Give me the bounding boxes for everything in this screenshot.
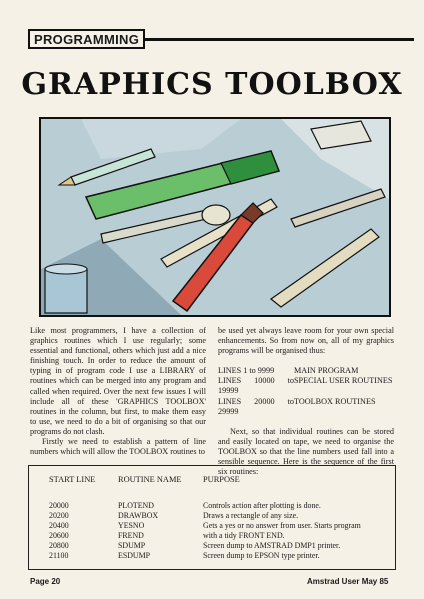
table-cell-name: SDUMP bbox=[118, 541, 146, 550]
table-cell-name: PLOTEND bbox=[118, 501, 154, 510]
routine-table bbox=[28, 465, 396, 570]
line-range-purpose: SPECIAL USER ROUTINES bbox=[294, 376, 393, 386]
article-column-right bbox=[218, 326, 394, 477]
article-column-left bbox=[30, 326, 206, 457]
table-cell-purpose: Gets a yes or no answer from user. Starts program bbox=[203, 521, 361, 530]
page-number: Page 20 bbox=[30, 577, 61, 586]
illustration-drawing-tools bbox=[39, 117, 391, 317]
line-range: LINES 20000 to 29999 bbox=[218, 396, 294, 416]
table-cell-purpose: Screen dump to EPSON type printer. bbox=[203, 551, 320, 560]
line-range-purpose: TOOLBOX ROUTINES bbox=[294, 396, 376, 406]
table-cell-purpose: Draws a rectangle of any size. bbox=[203, 511, 299, 520]
line-range: LINES 1 to 9999 bbox=[218, 366, 275, 376]
section-label: PROGRAMMING bbox=[28, 29, 145, 49]
table-cell-start: 20400 bbox=[49, 521, 69, 530]
paragraph: Like most programmers, I have a collection of graphics routines which I use regularly; some essential and functional, others which just add a nice finishing touch. In order to reduce the amount of typing in of program code I use a LIBRARY of routines which can be merged into any program and called when required. Over the next few issues I will include all of these 'GRAPHICS TOOLBOX' routines in the column, but first, to make them easy to use, we need to do a bit of organising so that our programs do not clash. bbox=[30, 326, 206, 436]
table-cell-name: YESNO bbox=[118, 521, 145, 530]
column-header-purpose: PURPOSE bbox=[203, 475, 240, 484]
table-cell-purpose: Screen dump to AMSTRAD DMP1 printer. bbox=[203, 541, 341, 550]
table-cell-purpose: with a tidy FRONT END. bbox=[203, 531, 285, 540]
table-cell-start: 20000 bbox=[49, 501, 69, 510]
column-header-routine-name: ROUTINE NAME bbox=[118, 475, 182, 484]
line-range-purpose: MAIN PROGRAM bbox=[294, 366, 359, 376]
table-cell-name: DRAWBOX bbox=[118, 511, 159, 520]
magazine-issue: Amstrad User May 85 bbox=[307, 577, 389, 586]
line-range-row bbox=[218, 376, 394, 396]
paragraph: Next, so that individual routines can be stored and easily located on tape, we need to organise the TOOLBOX so that the line numbers used fall into a sensible sequence. Here is the sequence of the first six routines: bbox=[218, 426, 394, 477]
table-cell-start: 21100 bbox=[49, 551, 69, 560]
line-range-row bbox=[218, 397, 394, 417]
table-cell-purpose: Controls action after plotting is done. bbox=[203, 501, 321, 510]
line-number-list bbox=[218, 366, 394, 416]
article-title: GRAPHICS TOOLBOX bbox=[21, 67, 403, 102]
table-cell-start: 20600 bbox=[49, 531, 69, 540]
table-cell-name: ESDUMP bbox=[118, 551, 151, 560]
table-cell-start: 20200 bbox=[49, 511, 69, 520]
table-cell-name: FREND bbox=[118, 531, 144, 540]
line-range-row bbox=[218, 366, 394, 376]
paragraph: Firstly we need to establish a pattern of line numbers which will allow the TOOLBOX routines to bbox=[30, 437, 206, 457]
paragraph: be used yet always leave room for your own special enhancements. So from now on, all of my graphics programs will be organised thus: bbox=[218, 326, 394, 356]
drawing-tools-image bbox=[41, 119, 389, 315]
line-range: LINES 10000 to 19999 bbox=[218, 376, 294, 396]
column-header-start-line: START LINE bbox=[49, 475, 96, 484]
table-cell-start: 20800 bbox=[49, 541, 69, 550]
